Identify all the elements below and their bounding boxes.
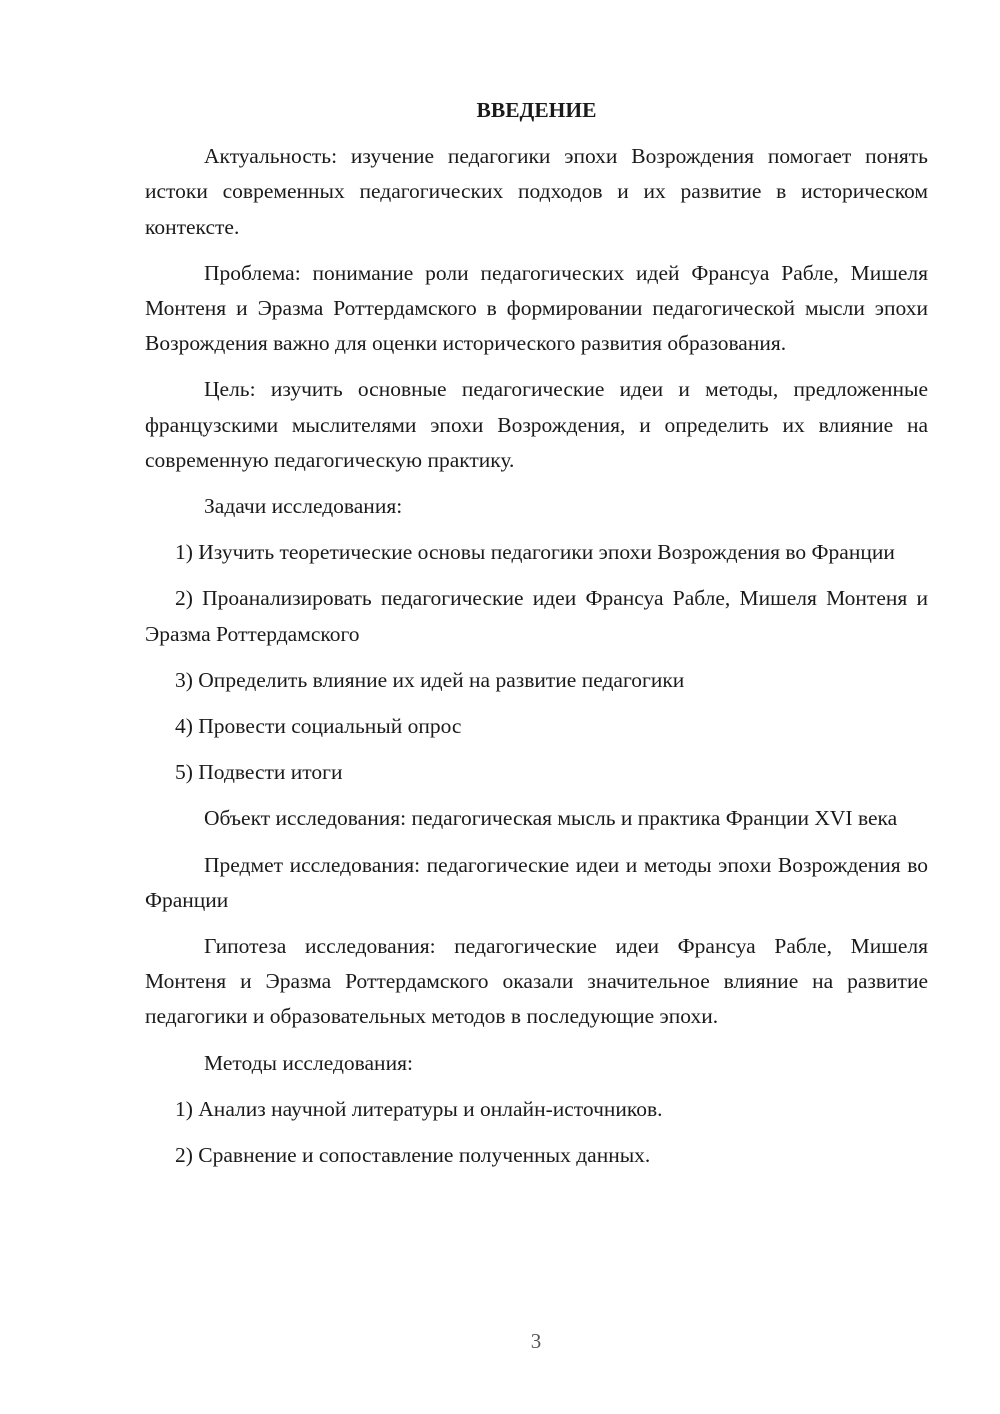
relevance-paragraph: Актуальность: изучение педагогики эпохи Возрождения помогает понять истоки современных педагогических подходов и их развитие в историческом контексте. xyxy=(145,144,928,239)
problem-paragraph: Проблема: понимание роли педагогических идей Франсуа Рабле, Мишеля Монтеня и Эразма Роттердамского в формировании педагогической мысли эпохи Возрождения важно для оценки исторического развития образования. xyxy=(145,260,928,356)
task-item: 2) Проанализировать педагогические идеи Франсуа Рабле, Мишеля Монтеня и Эразма Роттердамского xyxy=(145,586,928,646)
object-paragraph: Объект исследования: педагогическая мысль и практика Франции XVI века xyxy=(204,806,898,831)
task-item: 1) Изучить теоретические основы педагогики эпохи Возрождения во Франции xyxy=(175,540,895,565)
section-title: ВВЕДЕНИЕ xyxy=(476,98,597,122)
subject-paragraph: Предмет исследования: педагогические идеи и методы эпохи Возрождения во Франции xyxy=(145,852,928,912)
method-item: 2) Сравнение и сопоставление полученных данных. xyxy=(175,1143,651,1168)
page-number: 3 xyxy=(530,1329,542,1353)
method-item: 1) Анализ научной литературы и онлайн-источников. xyxy=(175,1096,663,1121)
goal-paragraph: Цель: изучить основные педагогические идеи и методы, предложенные французскими мыслителями эпохи Возрождения, и определить их влияние на современную педагогическую практику. xyxy=(145,377,928,472)
document-page xyxy=(145,93,928,1184)
hypothesis-paragraph: Гипотеза исследования: педагогические идеи Франсуа Рабле, Мишеля Монтеня и Эразма Роттердамского оказали значительное влияние на развитие педагогики и образовательных методов в последующие эпохи. xyxy=(145,934,928,1029)
tasks-heading: Задачи исследования: xyxy=(204,494,403,519)
task-item: 3) Определить влияние их идей на развитие педагогики xyxy=(175,667,685,692)
methods-heading: Методы исследования: xyxy=(204,1050,413,1075)
task-item: 5) Подвести итоги xyxy=(175,760,343,785)
task-item: 4) Провести социальный опрос xyxy=(175,714,462,739)
